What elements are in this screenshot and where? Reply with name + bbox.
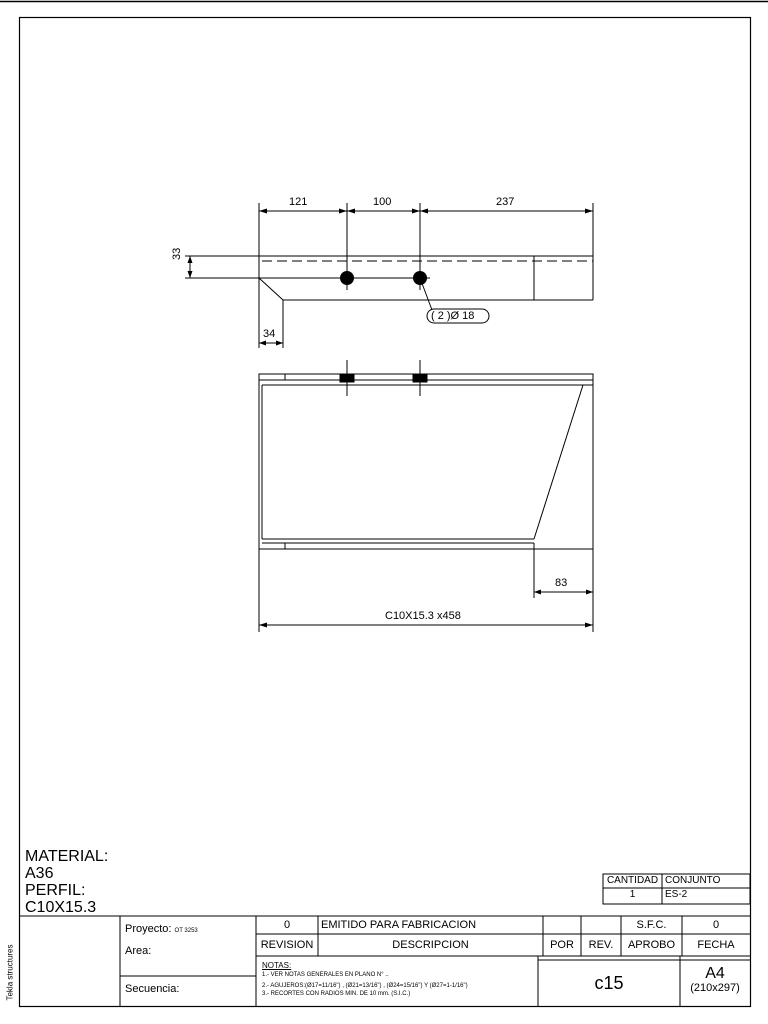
perfil-value: C10X15.3 <box>25 899 97 916</box>
dim-237: 237 <box>496 196 515 208</box>
note-3: 3.- RECORTES CON RADIOS MIN. DE 10 mm. (S.I.C.) <box>262 991 411 997</box>
revision-approver: S.F.C. <box>636 918 667 931</box>
header-rev: REV. <box>588 938 614 951</box>
material-label: MATERIAL: <box>25 848 109 865</box>
drawing-id: c15 <box>594 973 624 993</box>
sheet-size-block <box>680 966 750 994</box>
dim-33: 33 <box>171 247 183 260</box>
secuencia-label: Secuencia: <box>125 983 180 995</box>
proyecto-value: OT 3253 <box>174 928 198 934</box>
revision-number: 0 <box>283 918 291 931</box>
dim-100: 100 <box>373 196 392 208</box>
note-2: 2.- AGUJEROS:(Ø17=11/16") , (Ø21=13/16") , (Ø24=15/16") Y (Ø27=1-1/16") <box>262 983 468 989</box>
sheet-dims: (210x297) <box>690 982 740 994</box>
header-aprobo: APROBO <box>627 938 676 951</box>
notes-block <box>262 961 536 998</box>
header-descripcion: DESCRIPCION <box>392 938 469 951</box>
dim-121: 121 <box>289 196 308 208</box>
revision-date: 0 <box>712 918 720 931</box>
note-1: 1.- VER NOTAS GENERALES EN PLANO N° .. <box>262 972 389 978</box>
perfil-label: PERFIL: <box>25 882 86 899</box>
dim-34: 34 <box>263 328 276 340</box>
sheet-size: A4 <box>705 965 725 982</box>
revision-description: EMITIDO PARA FABRICACION <box>321 918 477 931</box>
material-value: A36 <box>25 865 54 882</box>
header-por: POR <box>550 938 574 951</box>
header-revision: REVISION <box>260 938 314 951</box>
header-fecha: FECHA <box>697 938 735 951</box>
profile-length-label: C10X15.3 x458 <box>385 610 461 622</box>
cantidad-value: 1 <box>629 889 636 900</box>
material-block <box>25 848 108 916</box>
proyecto-field <box>125 923 198 935</box>
conjunto-value: ES-2 <box>665 889 688 900</box>
hole-callout: ( 2 )Ø 18 <box>431 310 475 322</box>
area-label: Area: <box>125 945 152 957</box>
conjunto-label: CONJUNTO <box>665 875 721 886</box>
notas-label: NOTAS: <box>262 961 292 970</box>
proyecto-label: Proyecto: <box>125 923 172 935</box>
cantidad-label: CANTIDAD <box>606 875 659 886</box>
dim-83: 83 <box>555 577 568 589</box>
tekla-side-label: Tekla structures <box>5 944 15 1001</box>
